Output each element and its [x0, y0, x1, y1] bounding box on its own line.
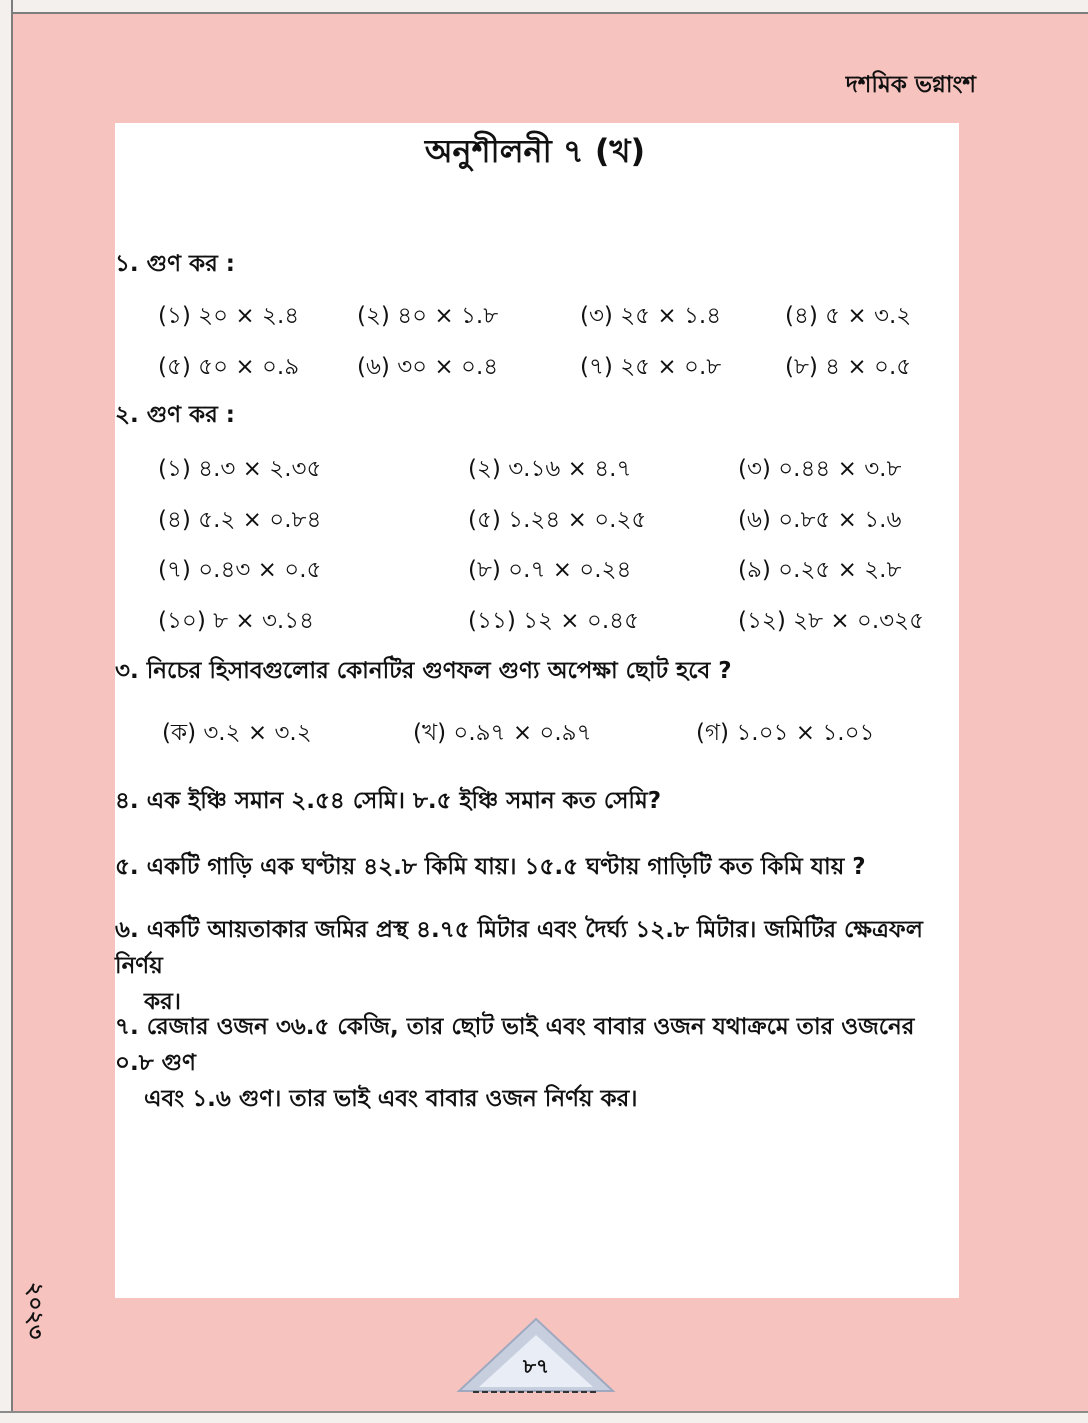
q2-heading: ২. গুণ কর :: [115, 402, 235, 428]
q1-item: (৭) ২৫ × ০.৮: [580, 354, 722, 380]
q1-item: (১) ২০ × ২.৪: [158, 303, 300, 329]
q2-item: (৩) ০.৪৪ × ৩.৮: [738, 456, 902, 482]
q3-option-kha: (খ) ০.৯৭ × ০.৯৭: [413, 720, 592, 746]
page-frame-bottom: [0, 1411, 1088, 1423]
q2-item: (১১) ১২ × ০.৪৫: [468, 608, 639, 634]
q3-option-ga: (গ) ১.০১ × ১.০১: [696, 720, 875, 746]
q7-line-2: এবং ১.৬ গুণ। তার ভাই এবং বাবার ওজন নির্ণয় কর।: [144, 1086, 638, 1112]
q1-item: (২) ৪০ × ১.৮: [357, 303, 499, 329]
q1-heading: ১. গুণ কর :: [115, 251, 235, 277]
q2-item: (১) ৪.৩ × ২.৩৫: [158, 456, 322, 482]
q5-text: ৫. একটি গাড়ি এক ঘণ্টায় ৪২.৮ কিমি যায়। ১৫.৫ ঘণ্টায় গাড়িটি কত কিমি যায় ?: [115, 854, 866, 880]
q2-item: (৫) ১.২৪ × ০.২৫: [468, 507, 647, 533]
q2-item: (৭) ০.৪৩ × ০.৫: [158, 557, 322, 583]
q2-item: (২) ৩.১৬ × ৪.৭: [468, 456, 632, 482]
q7-line-1: ৭. রেজার ওজন ৩৬.৫ কেজি, তার ছোট ভাই এবং বাবার ওজন যথাক্রমে তার ওজনের ০.৮ গুণ: [115, 1014, 915, 1076]
q1-item: (৬) ৩০ × ০.৪: [357, 354, 499, 380]
q6-line-1: ৬. একটি আয়তাকার জমির প্রস্থ ৪.৭৫ মিটার এবং দৈর্ঘ্য ১২.৮ মিটার। জমিটির ক্ষেত্রফল নির্ণয়: [115, 917, 923, 979]
q3-option-ka: (ক) ৩.২ × ৩.২: [162, 720, 312, 746]
q2-item: (৬) ০.৮৫ × ১.৬: [738, 507, 902, 533]
page-frame-left: [0, 0, 13, 1423]
q1-item: (৮) ৪ × ০.৫: [785, 354, 912, 380]
q4-text: ৪. এক ইঞ্চি সমান ২.৫৪ সেমি। ৮.৫ ইঞ্চি সমান কত সেমি?: [115, 788, 662, 814]
q1-item: (৪) ৫ × ৩.২: [785, 303, 912, 329]
q1-item: (৩) ২৫ × ১.৪: [580, 303, 722, 329]
running-header: দশমিক ভগ্নাংশ: [845, 72, 976, 98]
q1-item: (৫) ৫০ × ০.৯: [158, 354, 300, 380]
q6-text: [115, 912, 960, 1020]
exercise-title: অনুশীলনী ৭ (খ): [424, 132, 646, 170]
q2-item: (৪) ৫.২ × ০.৮৪: [158, 507, 322, 533]
q6-line-2: কর।: [144, 989, 181, 1015]
q2-item: (৯) ০.২৫ × ২.৮: [738, 557, 902, 583]
side-year-label: ২০২৩: [22, 1282, 47, 1340]
q3-heading: ৩. নিচের হিসাবগুলোর কোনটির গুণফল গুণ্য অপেক্ষা ছোট হবে ?: [115, 658, 732, 684]
page-number: ৮৭: [523, 1354, 549, 1378]
q7-text: [115, 1009, 960, 1117]
page-frame-top: [0, 0, 1088, 14]
q2-item: (৮) ০.৭ × ০.২৪: [468, 557, 632, 583]
q2-item: (১০) ৮ × ৩.১৪: [158, 608, 315, 634]
q2-item: (১২) ২৮ × ০.৩২৫: [738, 608, 925, 634]
